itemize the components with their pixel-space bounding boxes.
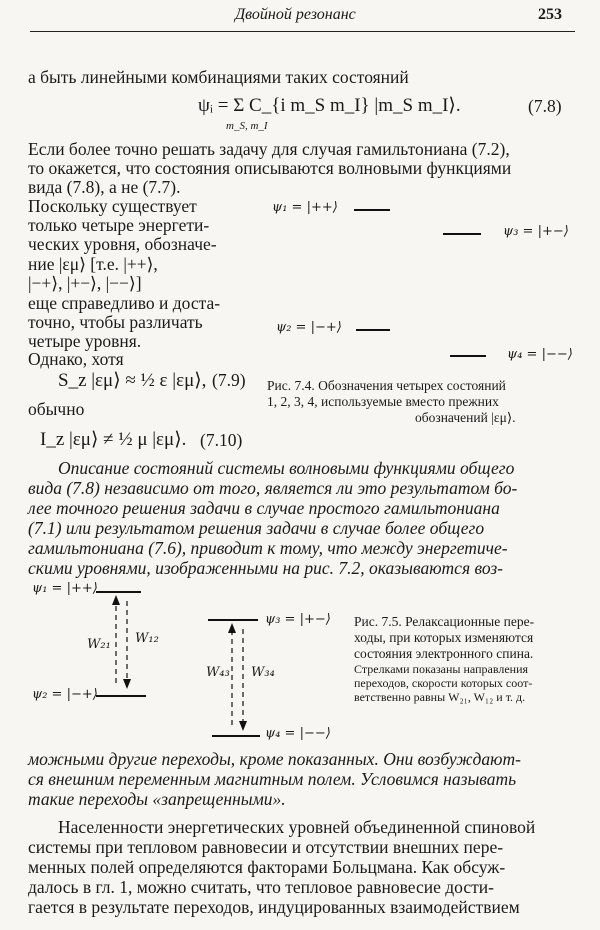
- text-line: Населенности энергетических уровней объединенной спиновой: [58, 817, 536, 837]
- energy-level-line: [212, 735, 260, 737]
- text-line: скими уровнями, изображенными на рис. 7.2, оказываются воз-: [28, 558, 504, 578]
- equation-7-9: S_z |εμ⟩ ≈ ½ ε |εμ⟩,: [58, 370, 207, 391]
- rate-label-w12: W₁₂: [135, 631, 159, 646]
- text-line: а быть линейными комбинациями таких состояний: [28, 67, 409, 87]
- equation-number: (7.9): [212, 370, 246, 390]
- text-line: такие переходы «запрещенными».: [28, 789, 286, 809]
- arrow-head: [239, 721, 247, 731]
- text-line: вида (7.8), а не (7.7).: [28, 177, 181, 197]
- energy-level-line: [356, 329, 390, 331]
- sum-subscript: m_S, m_I: [226, 120, 268, 132]
- text-line: ся внешним переменным магнитным полем. Условимся называть: [28, 769, 517, 789]
- arrow-head: [112, 595, 120, 605]
- figure-caption-line: ходы, при которых изменяются: [354, 630, 534, 645]
- page-number: 253: [538, 6, 562, 23]
- text-line: (7.1) или результатом решения задачи в случае более общего: [28, 518, 485, 538]
- figure-caption-line: Рис. 7.5. Релаксационные пере-: [354, 614, 535, 629]
- figure-note-line: переходов, скорости которых соот-: [354, 676, 533, 690]
- equation-formula: ψᵢ = Σ C_{i m_S m_I} |m_S m_I⟩.: [198, 95, 461, 116]
- text-line: четыре уровня.: [28, 331, 142, 351]
- equation-number: (7.8): [528, 96, 562, 116]
- figure-caption-line: Рис. 7.4. Обозначения четырех состояний: [267, 378, 506, 393]
- equation-number: (7.10): [200, 430, 243, 450]
- text-line: Если более точно решать задачу для случая гамильтониана (7.2),: [28, 139, 510, 159]
- state-label-psi4: ψ₄ = |−−⟩: [265, 726, 331, 741]
- figure-note-line: ветственно равны W₂₁, W₁₂ и т. д.: [354, 690, 526, 704]
- text-line: системы при тепловом равновесии и отсутствии внешних пере-: [28, 837, 504, 857]
- text-line: можными другие переходы, кроме показанных. Они возбуждают-: [28, 749, 521, 769]
- state-label-psi3: ψ₃ = |+−⟩: [503, 224, 569, 239]
- rate-label-w34: W₃₄: [251, 665, 275, 680]
- text-line: вида (7.8) независимо от того, является ли это результатом бо-: [28, 478, 518, 498]
- running-header-title: Двойной резонанс: [235, 6, 356, 23]
- text-line: ческих уровня, обозначе-: [28, 234, 217, 254]
- energy-level-line: [208, 619, 258, 621]
- text-line: Описание состояний системы волновыми функциями общего: [58, 458, 515, 478]
- text-line: ние |εμ⟩ [т.е. |++⟩,: [28, 254, 158, 274]
- energy-level-line: [354, 209, 390, 211]
- text-line: обычно: [28, 399, 85, 419]
- figure-caption-line: состояния электронного спина.: [354, 646, 534, 661]
- state-label-psi3: ψ₃ = |+−⟩: [265, 612, 331, 627]
- rate-label-w43: W₄₃: [206, 665, 230, 680]
- rate-label-w21: W₂₁: [87, 637, 111, 652]
- text-line: точно, чтобы различать: [28, 312, 203, 332]
- text-line: гается в результате переходов, индуцированных взаимодействием: [28, 897, 520, 917]
- figure-7-4: [260, 190, 580, 380]
- energy-level-line: [450, 355, 486, 357]
- text-line: Однако, хотя: [28, 349, 124, 369]
- arrow-head: [228, 623, 236, 633]
- text-line: далось в гл. 1, можно считать, что тепловое равновесие дости-: [28, 877, 494, 897]
- text-line: только четыре энергети-: [28, 215, 210, 235]
- figure-note-line: Стрелками показаны направления: [354, 662, 529, 676]
- header-rule: [30, 31, 575, 32]
- state-label-psi1: ψ₁ = |++⟩: [272, 200, 338, 215]
- state-label-psi4: ψ₄ = |−−⟩: [507, 347, 573, 362]
- arrow-head: [123, 679, 131, 689]
- equation-7-8: [198, 92, 478, 132]
- text-line: еще справедливо и доста-: [28, 293, 221, 313]
- state-label-psi1: ψ₁ = |++⟩: [32, 581, 98, 596]
- text-line: гамильтониана (7.6), приводит к тому, что между энергетиче-: [28, 538, 508, 558]
- text-line: Поскольку существует: [28, 196, 197, 216]
- state-label-psi2: ψ₂ = |−+⟩: [276, 320, 342, 335]
- energy-level-line: [443, 233, 481, 235]
- text-line: лее точного решения задачи в случае простого гамильтониана: [28, 498, 500, 518]
- equation-7-10: I_z |εμ⟩ ≠ ½ μ |εμ⟩.: [40, 429, 187, 450]
- text-line: то окажется, что состояния описываются волновыми функциями: [28, 158, 512, 178]
- state-label-psi2: ψ₂ = |−+⟩: [32, 687, 98, 702]
- text-line: |−+⟩, |+−⟩, |−−⟩]: [28, 273, 142, 293]
- figure-caption-line: 1, 2, 3, 4, используемые вместо прежних: [267, 394, 499, 409]
- figure-caption-line: обозначений |εμ⟩.: [415, 410, 516, 425]
- text-line: менных полей определяются факторами Больцмана. Как обсуж-: [28, 857, 506, 877]
